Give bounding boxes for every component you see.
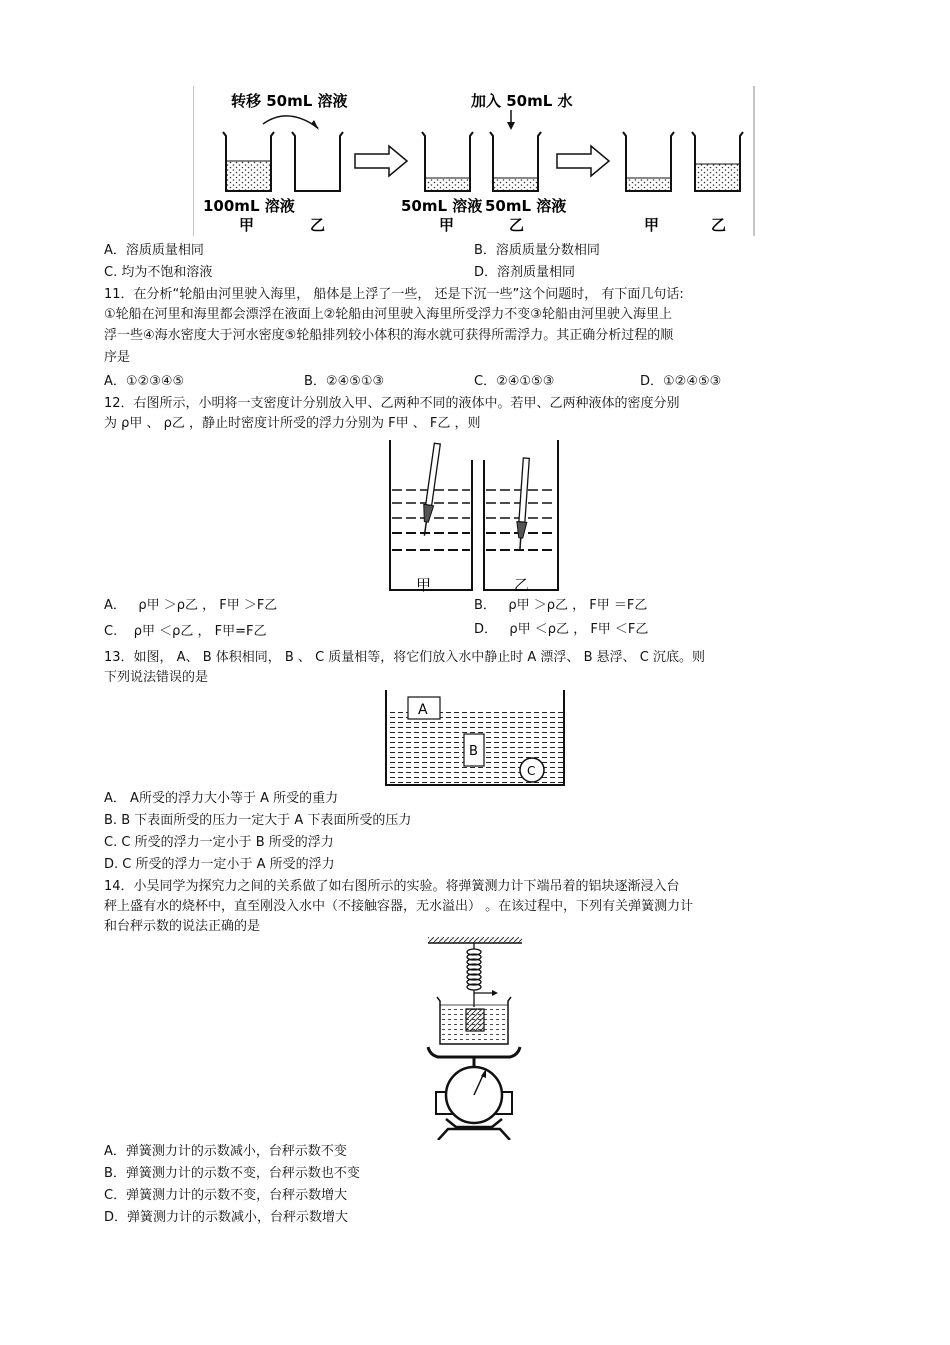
q11-option-d[interactable]: D．①②④⑤③ (640, 374, 722, 389)
q10-option-a[interactable]: A．溶质质量相同 (104, 243, 204, 258)
q10-option-d[interactable]: D．溶剂质量相同 (474, 265, 576, 280)
hydrometer-figure (386, 440, 562, 595)
beaker4-label: 50mL 溶液 (485, 197, 567, 215)
q14-option-b[interactable]: B．弹簧测力计的示数不变，台秤示数也不变 (104, 1166, 360, 1181)
container-jia (390, 440, 472, 590)
beaker2-yi: 乙 (310, 216, 326, 234)
q11-stem-line-3: 浮一些④海水密度大于河水密度⑤轮船排列较小体积的海水就可获得所需浮力。其正确分析过程的顺 (104, 328, 674, 343)
q11-option-b[interactable]: B．②④⑤①③ (304, 374, 385, 389)
beaker5-jia: 甲 (644, 216, 660, 234)
q13-option-d[interactable]: D. C 所受的浮力一定小于 A 所受的浮力 (104, 857, 335, 872)
beaker-yi-50ml (490, 132, 541, 191)
q12-option-a[interactable]: A． ρ甲 ＞ρ乙 ， F甲 ＞F乙 (104, 598, 278, 613)
q12-option-c[interactable]: C. ρ甲 ＜ρ乙 ， F甲=F乙 (104, 624, 267, 639)
beaker1-jia: 甲 (239, 216, 255, 234)
beaker6-yi: 乙 (711, 216, 727, 234)
beaker4-yi: 乙 (509, 216, 525, 234)
q13-option-a[interactable]: A． A所受的浮力大小等于 A 所受的重力 (104, 791, 339, 806)
buoyancy-abc-figure (382, 690, 568, 786)
container-jia-label: 甲 (416, 576, 432, 594)
beaker-yi-empty (292, 132, 343, 191)
q12-option-d[interactable]: D． ρ甲 ＜ρ乙 ， F甲 ＜F乙 (474, 622, 649, 637)
q14-stem-line-3: 和台秤示数的说法正确的是 (104, 919, 261, 934)
q11-option-c[interactable]: C．②④①⑤③ (474, 374, 555, 389)
q14-stem-line-1: 14．小吴同学为探究力之间的关系做了如右图所示的实验。将弹簧测力计下端吊着的铝块逐渐浸入台 (104, 879, 680, 894)
svg-text:C: C (527, 764, 536, 778)
solution-transfer-figure (193, 86, 756, 236)
beaker-jia-final (623, 132, 674, 191)
q12-stem-line-1: 12．右图所示，小明将一支密度计分别放入甲、乙两种不同的液体中。若甲、乙两种液体的密度分别 (104, 396, 680, 411)
q14-stem-line-2: 秤上盛有水的烧杯中，直至刚没入水中（不接触容器，无水溢出） 。在该过程中，下列有关弹簧测力计 (104, 899, 694, 914)
svg-text:B: B (469, 744, 478, 759)
container-yi (484, 440, 558, 590)
svg-text:A: A (418, 702, 428, 718)
block-a (408, 697, 440, 719)
q10-option-b[interactable]: B．溶质质量分数相同 (474, 243, 600, 258)
beaker-yi-final (692, 132, 743, 191)
q13-option-b[interactable]: B. B 下表面所受的压力一定大于 A 下表面所受的压力 (104, 813, 412, 828)
q13-option-c[interactable]: C. C 所受的浮力一定小于 B 所受的浮力 (104, 835, 334, 850)
beaker-jia-100ml (223, 132, 274, 191)
q14-option-a[interactable]: A．弹簧测力计的示数减小，台秤示数不变 (104, 1144, 347, 1159)
q12-stem-line-2: 为 ρ甲 、 ρ乙 ，静止时密度计所受的浮力分别为 F甲 、 F乙 ，则 (104, 416, 481, 431)
beaker-jia-50ml (422, 132, 473, 191)
q12-option-b[interactable]: B． ρ甲 ＞ρ乙 ， F甲 ＝F乙 (474, 598, 648, 613)
container-yi-label: 乙 (514, 576, 530, 594)
beaker3-label: 50mL 溶液 (401, 197, 483, 215)
q13-stem-line-1: 13．如图， A、 B 体积相同， B 、 C 质量相等，将它们放入水中静止时 A 漂浮、 B 悬浮、 C 沉底。则 (104, 650, 705, 665)
transfer-label: 转移 50mL 溶液 (231, 92, 348, 110)
q10-option-c[interactable]: C. 均为不饱和溶液 (104, 265, 213, 280)
beaker1-label: 100mL 溶液 (203, 197, 295, 215)
spring-scale-figure (424, 937, 524, 1140)
q11-stem-line-1: 11．在分析“轮船由河里驶入海里， 船体是上浮了一些， 还是下沉一些”这个问题时， 有下面几句话: (104, 287, 684, 302)
beaker3-jia: 甲 (439, 216, 455, 234)
q14-option-c[interactable]: C．弹簧测力计的示数不变，台秤示数增大 (104, 1188, 348, 1203)
aluminum-block (466, 1009, 484, 1031)
ball-c (520, 758, 544, 782)
q14-option-d[interactable]: D．弹簧测力计的示数减小，台秤示数增大 (104, 1210, 349, 1225)
scale-dial (436, 1067, 512, 1123)
q11-stem-line-2: ①轮船在河里和海里都会漂浮在液面上②轮船由河里驶入海里所受浮力不变③轮船由河里驶入海里上 (104, 307, 672, 322)
add-water-label: 加入 50mL 水 (471, 92, 573, 110)
spring (467, 943, 481, 1007)
q13-stem-line-2: 下列说法错误的是 (104, 670, 209, 685)
q11-option-a[interactable]: A．①②③④⑤ (104, 374, 185, 389)
q11-stem-line-4: 序是 (104, 350, 131, 365)
block-b (464, 734, 484, 766)
